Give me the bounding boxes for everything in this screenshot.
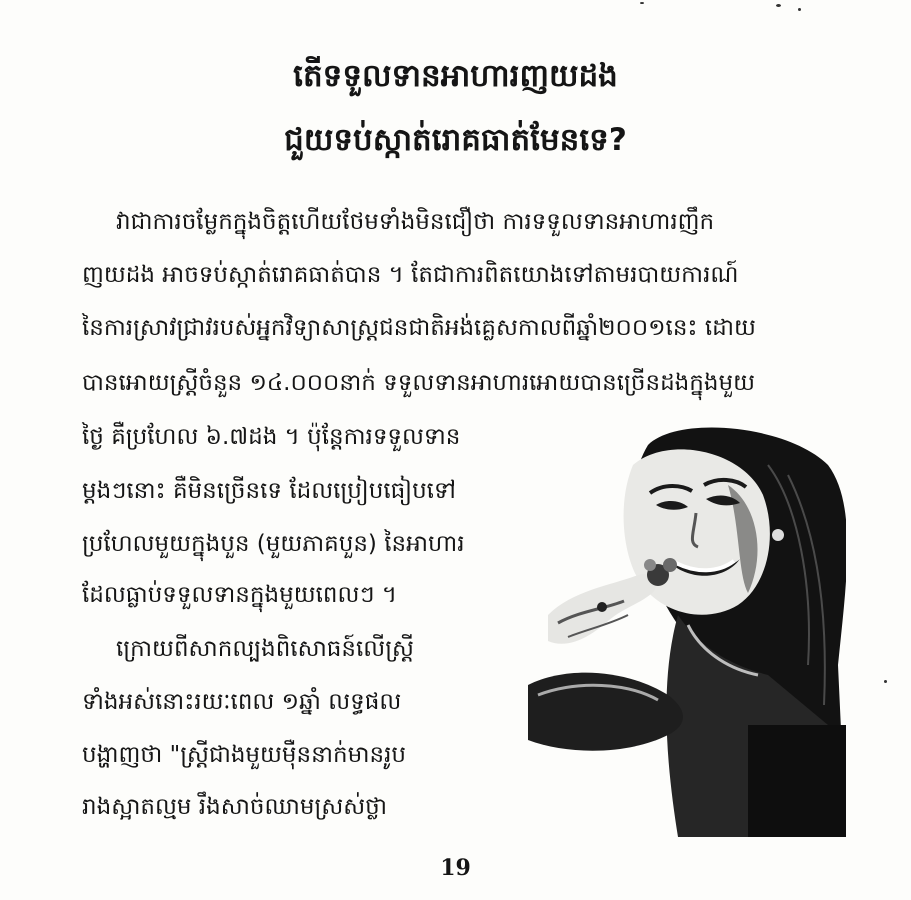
body-line: រាងស្អាតល្មម រឹងសាច់ឈាមស្រស់ថ្លា	[82, 794, 388, 820]
page-title-line-1: តើទទួលទានអាហារញយដង	[293, 58, 618, 94]
body-line: ដែលធ្លាប់ទទួលទានក្នុងមួយពេលៗ ។	[82, 582, 398, 608]
photo-graphic	[528, 425, 846, 837]
body-line: ប្រហែលមួយក្នុងបួន (មួយភាគបួន) នៃអាហារ	[82, 531, 465, 557]
scan-speck	[776, 4, 781, 7]
woman-eating-photo	[528, 425, 846, 837]
page-title-line-2: ជួយទប់ស្កាត់រោគធាត់មែនទេ?	[284, 122, 627, 158]
scan-speck	[640, 2, 644, 4]
body-line: នៃការស្រាវជ្រាវរបស់អ្នកវិទ្យាសាស្រ្តជនជាតិអង់គ្លេសកាលពីឆ្នាំ២០០១នេះ ដោយ	[82, 315, 756, 341]
body-line: ម្តងៗនោះ គឺមិនច្រើនទេ ដែលប្រៀបធៀបទៅ	[82, 478, 456, 504]
body-line: ក្រោយពីសាកល្បងពិសោធន៍លើស្ត្រី	[116, 636, 414, 662]
scan-speck	[884, 680, 887, 683]
body-line: ញយដង អាចទប់ស្កាត់រោគធាត់បាន ។ តែជាការពិតយោងទៅតាមរបាយការណ៍	[82, 262, 739, 288]
body-line: បង្ហាញថា "ស្ត្រីជាងមួយម៉ឺននាក់មានរូប	[82, 742, 407, 768]
body-line: បានអោយស្ត្រីចំនួន ១៤.០០០នាក់ ទទួលទានអាហារអោយបានច្រើនដងក្នុងមួយ	[82, 370, 755, 396]
page-number: 19	[440, 855, 471, 881]
body-line: វាជាការចម្លែកក្នុងចិត្តហើយថែមទាំងមិនជឿថា ការទទួលទានអាហារញឹក	[116, 209, 715, 235]
body-line: ថ្ងៃ គឺប្រហែល ៦.៧ដង ។ ប៉ុន្តែការទទួលទាន	[82, 424, 461, 450]
scan-speck	[798, 8, 801, 11]
body-line: ទាំងអស់នោះរយៈពេល ១ឆ្នាំ លទ្ធផល	[82, 689, 402, 715]
